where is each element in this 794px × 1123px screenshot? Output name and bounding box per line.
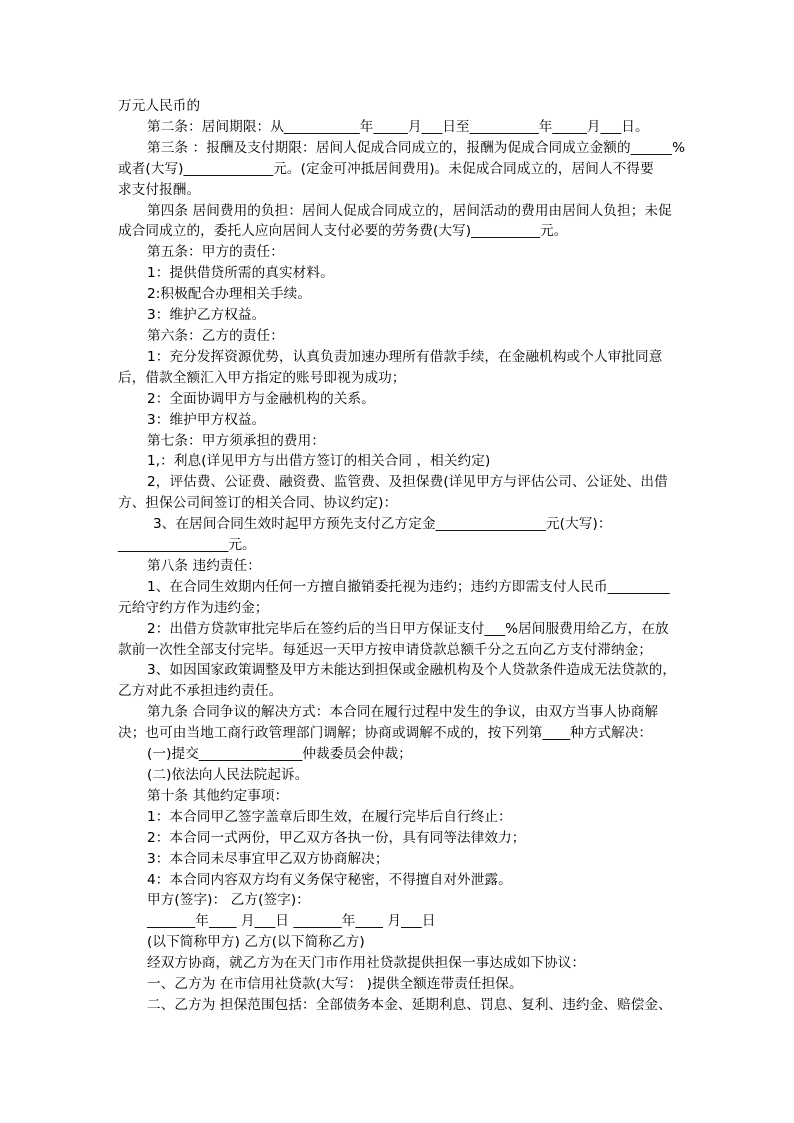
document-line: 3、如因国家政策调整及甲方未能达到担保或金融机构及个人贷款条件造成无法贷款的， xyxy=(147,662,677,679)
document-line: 3、在居间合同生效时起甲方预先支付乙方定金________________元(大写)： xyxy=(153,516,612,533)
document-line: 第四条 居间费用的负担：居间人促成合同成立的，居间活动的费用由居间人负担；未促 xyxy=(147,202,672,219)
document-line: 甲方(签字)： 乙方(签字)： xyxy=(147,892,310,909)
document-line: 第九条 合同争议的解决方式：本合同在履行过程中发生的争议，由双方当事人协商解 xyxy=(147,704,659,721)
document-line: 第五条：甲方的责任： xyxy=(147,244,284,261)
document-line: 3：维护甲方权益。 xyxy=(147,411,266,428)
document-line: 决；也可由当地工商行政管理部门调解；协商或调解不成的，按下列第____种方式解决： xyxy=(118,725,653,742)
document-line: 方、担保公司间签订的相关合同、协议约定)： xyxy=(118,495,398,512)
document-line: _______年____ 月___日 _______年____ 月___日 xyxy=(147,913,436,930)
document-line: 1、在合同生效期内任何一方擅自撤销委托视为违约；违约方即需支付人民币_________ xyxy=(147,578,670,595)
document-line: 第二条：居间期限：从___________年_____月___日至__________年_____月___日。 xyxy=(147,118,649,135)
document-line: (一)提交_______________仲裁委员会仲裁； xyxy=(147,746,412,763)
contract-document xyxy=(118,96,688,1016)
document-line: 3：维护乙方权益。 xyxy=(147,307,266,324)
document-line: 3：本合同未尽事宜甲乙双方协商解决； xyxy=(147,850,389,867)
document-line: 乙方对此不承担违约责任。 xyxy=(118,683,283,700)
document-line: 款前一次性全部支付完毕。每延迟一天甲方按申请贷款总额千分之五向乙方支付滞纳金； xyxy=(118,641,653,658)
document-line: 后，借款全额汇入甲方指定的账号即视为成功； xyxy=(118,369,406,386)
document-line: 1：提供借贷所需的真实材料。 xyxy=(147,265,334,282)
document-line: (二)依法向人民法院起诉。 xyxy=(147,767,309,783)
document-line: 求支付报酬。 xyxy=(118,181,201,198)
document-line: 2：全面协调甲方与金融机构的关系。 xyxy=(147,390,375,407)
document-line: 1：本合同甲乙签字盖章后即生效，在履行完毕后自行终止： xyxy=(147,808,512,825)
document-line: 2：出借方贷款审批完毕后在签约后的当日甲方保证支付___%居间服费用给乙方，在放 xyxy=(147,620,669,637)
document-line: 万元人民币的 xyxy=(118,98,201,114)
document-line: 2，评估费、公证费、融资费、监管费、及担保费(详见甲方与评估公司、公证处、出借 xyxy=(147,474,668,491)
document-line: 或者(大写)_____________元。(定金可冲抵居间费用)。未促成合同成立的，居间人不得要 xyxy=(118,160,654,177)
document-line: 第六条：乙方的责任： xyxy=(147,327,284,344)
document-line: 2：本合同一式两份，甲乙双方各执一份，具有同等法律效力； xyxy=(147,829,526,846)
document-line: 第七条：甲方须承担的费用： xyxy=(147,432,326,449)
document-line: 1：充分发挥资源优势，认真负责加速办理所有借款手续，在金融机构或个人审批同意 xyxy=(147,348,663,365)
document-line: 成合同成立的，委托人应向居间人支付必要的劳务费(大写)__________元。 xyxy=(118,223,568,240)
document-line: 4：本合同内容双方均有义务保守秘密，不得擅自对外泄露。 xyxy=(147,871,512,888)
document-line: 第三条 ：报酬及支付期限：居间人促成合同成立的，报酬为促成合同成立金额的______% xyxy=(147,139,686,156)
document-line: 第八条 违约责任： xyxy=(147,557,261,574)
document-line: 1,：利息(详见甲方与出借方签订的相关合同 ，相关约定) xyxy=(147,453,491,470)
document-line: 第十条 其他约定事项： xyxy=(147,787,289,804)
document-line: 元给守约方作为违约金； xyxy=(118,599,269,616)
document-line: 2:积极配合办理相关手续。 xyxy=(147,286,312,303)
document-line: 一、乙方为 在市信用社贷款(大写： )提供全额连带责任担保。 xyxy=(147,976,523,993)
document-line: ________________元。 xyxy=(118,537,256,554)
document-line: (以下简称甲方) 乙方(以下简称乙方) xyxy=(147,934,365,951)
document-line: 经双方协商，就乙方为在天门市作用社贷款提供担保一事达成如下协议： xyxy=(147,955,586,972)
document-line: 二、乙方为 担保范围包括：全部债务本金、延期利息、罚息、复利、违约金、赔偿金、 xyxy=(147,996,672,1013)
